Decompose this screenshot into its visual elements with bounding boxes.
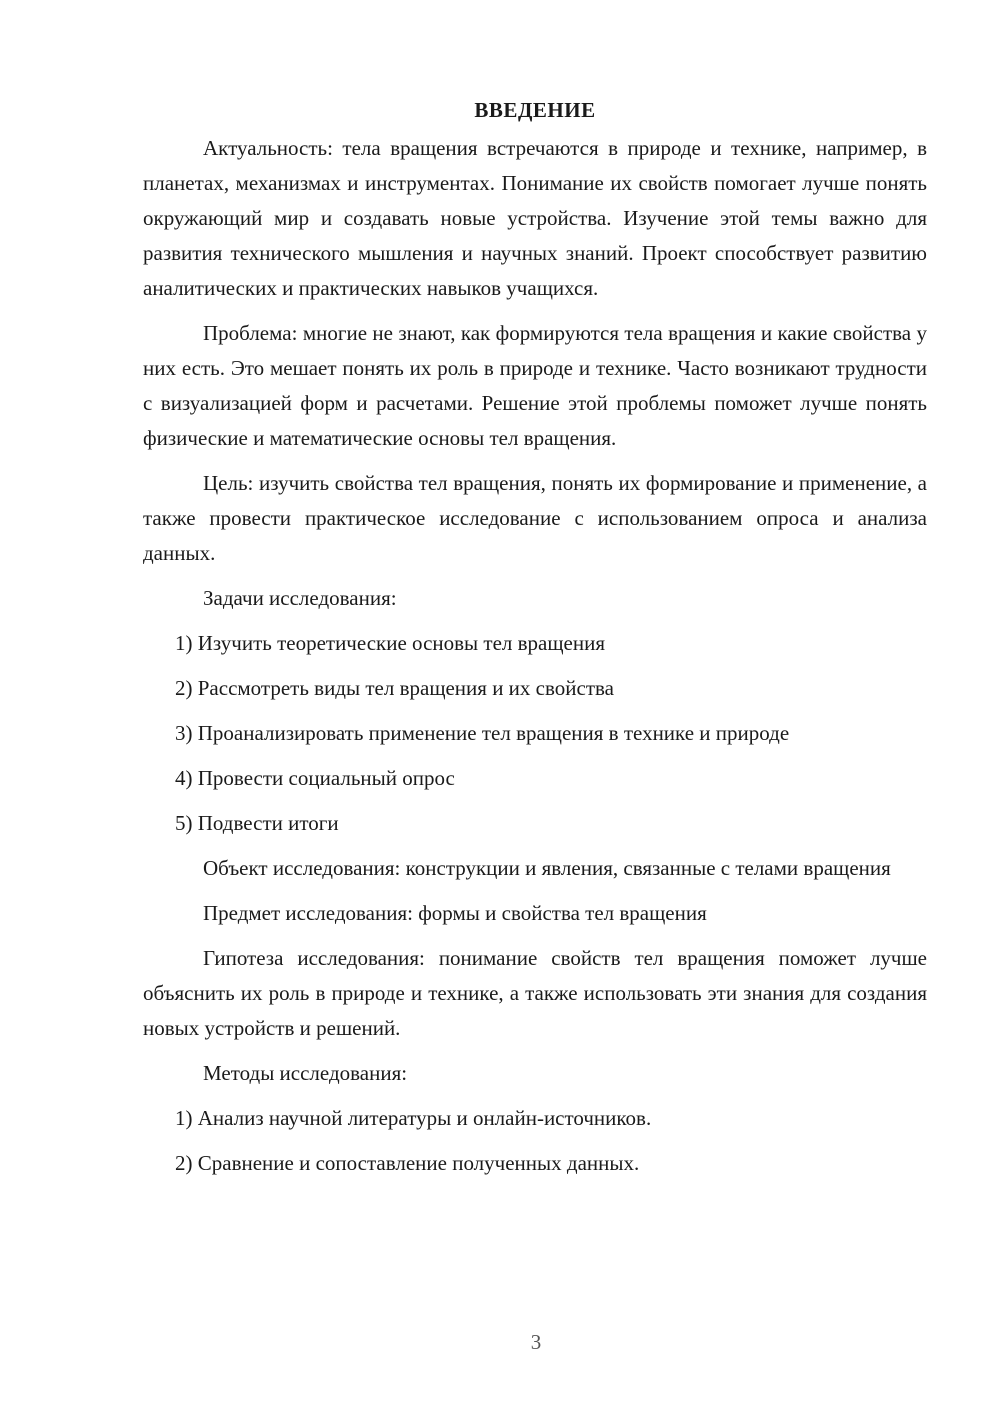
tasks-heading: Задачи исследования: — [203, 586, 397, 610]
page-number: 3 — [530, 1330, 542, 1354]
problem-paragraph: Проблема: многие не знают, как формируются тела вращения и какие свойства у них есть. Это мешает понять их роль в природе и технике. Часто возникают трудности с визуализацией форм и расчетами. Решение этой проблемы поможет лучше понять физические и математические основы тел вращения. — [143, 321, 927, 450]
list-item: 3) Проанализировать применение тел вращения в технике и природе — [175, 721, 790, 745]
methods-heading: Методы исследования: — [203, 1061, 408, 1085]
list-item: 2) Рассмотреть виды тел вращения и их свойства — [175, 676, 614, 700]
object-paragraph: Объект исследования: конструкции и явления, связанные с телами вращения — [203, 856, 891, 880]
list-item: 2) Сравнение и сопоставление полученных данных. — [175, 1151, 640, 1175]
list-item: 5) Подвести итоги — [175, 811, 339, 835]
subject-paragraph: Предмет исследования: формы и свойства тел вращения — [203, 901, 707, 925]
relevance-paragraph: Актуальность: тела вращения встречаются в природе и технике, например, в планетах, механизмах и инструментах. Понимание их свойств помогает лучше понять окружающий мир и создавать новые устройства. Изучение этой темы важно для развития технического мышления и научных знаний. Проект способствует развитию аналитических и практических навыков учащихся. — [143, 136, 927, 300]
goal-paragraph: Цель: изучить свойства тел вращения, понять их формирование и применение, а также провести практическое исследование с использованием опроса и анализа данных. — [143, 471, 927, 565]
hypothesis-paragraph: Гипотеза исследования: понимание свойств тел вращения поможет лучше объяснить их роль в природе и технике, а также использовать эти знания для создания новых устройств и решений. — [143, 946, 927, 1040]
list-item: 4) Провести социальный опрос — [175, 766, 455, 790]
page-content — [143, 93, 927, 1191]
tasks-list — [143, 626, 927, 841]
list-item: 1) Анализ научной литературы и онлайн-источников. — [175, 1106, 652, 1130]
list-item: 1) Изучить теоретические основы тел вращения — [175, 631, 605, 655]
section-title: ВВЕДЕНИЕ — [474, 98, 596, 122]
methods-list — [143, 1101, 927, 1181]
